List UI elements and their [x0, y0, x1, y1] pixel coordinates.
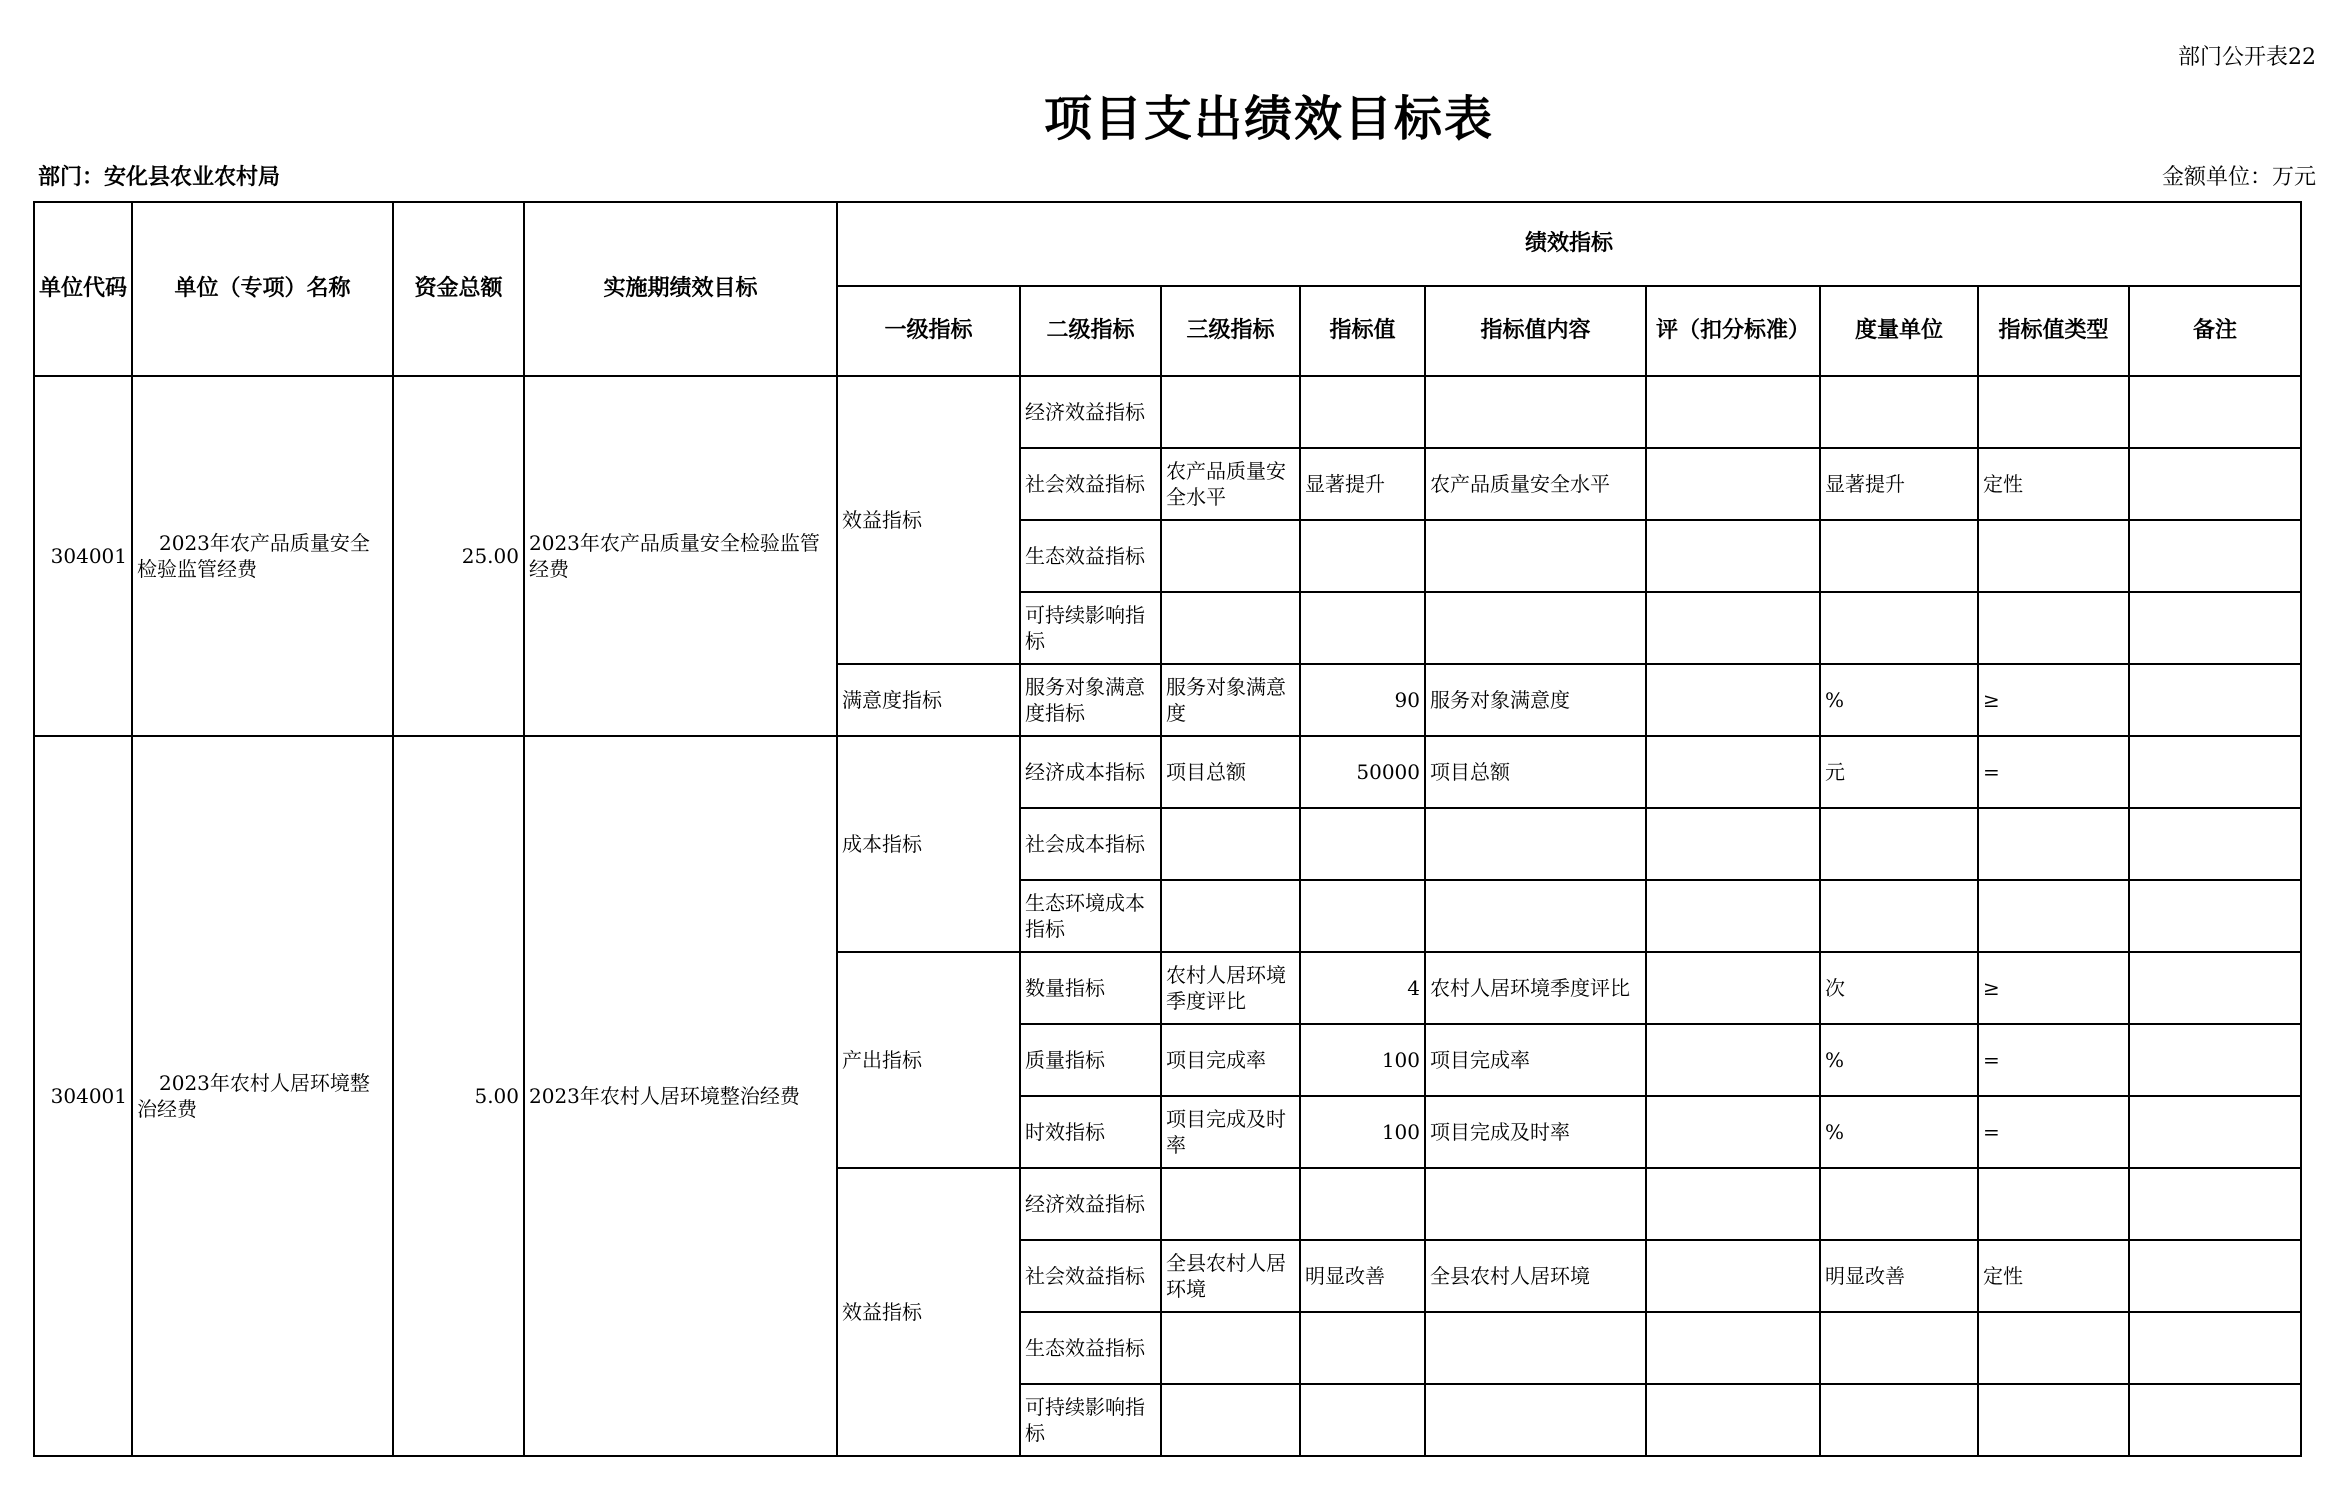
- goal-cell: 2023年农产品质量安全检验监管经费: [524, 376, 837, 736]
- value-content-cell: 项目完成率: [1425, 1024, 1646, 1096]
- level2-cell: 时效指标: [1020, 1096, 1161, 1168]
- value-type-cell: =: [1978, 1096, 2129, 1168]
- level2-cell: 生态效益指标: [1020, 520, 1161, 592]
- note-cell: [2129, 448, 2301, 520]
- value-type-cell: =: [1978, 1024, 2129, 1096]
- level1-cell: 效益指标: [837, 376, 1020, 664]
- value-type-cell: [1978, 592, 2129, 664]
- measure-unit-cell: [1820, 376, 1978, 448]
- measure-unit-cell: [1820, 1312, 1978, 1384]
- measure-unit-cell: %: [1820, 1096, 1978, 1168]
- amount-unit-label: 金额单位：万元: [2161, 165, 2316, 190]
- note-cell: [2129, 1168, 2301, 1240]
- level3-cell: 项目完成率: [1161, 1024, 1300, 1096]
- level2-cell: 质量指标: [1020, 1024, 1161, 1096]
- value-cell: 100: [1300, 1096, 1425, 1168]
- measure-unit-cell: [1820, 520, 1978, 592]
- value-content-cell: 服务对象满意度: [1425, 664, 1646, 736]
- note-cell: [2129, 664, 2301, 736]
- header-measure-unit: 度量单位: [1820, 286, 1978, 376]
- value-type-cell: ≥: [1978, 664, 2129, 736]
- value-cell: [1300, 520, 1425, 592]
- note-cell: [2129, 1024, 2301, 1096]
- level1-cell: 产出指标: [837, 952, 1020, 1168]
- scoring-cell: [1646, 1024, 1820, 1096]
- level3-cell: 项目完成及时率: [1161, 1096, 1300, 1168]
- note-cell: [2129, 952, 2301, 1024]
- value-cell: [1300, 1168, 1425, 1240]
- level2-cell: 社会效益指标: [1020, 1240, 1161, 1312]
- header-unit-code: 单位代码: [34, 202, 132, 376]
- level2-cell: 社会效益指标: [1020, 448, 1161, 520]
- level3-cell: 农产品质量安全水平: [1161, 448, 1300, 520]
- scoring-cell: [1646, 1168, 1820, 1240]
- level2-cell: 可持续影响指标: [1020, 1384, 1161, 1456]
- measure-unit-cell: 次: [1820, 952, 1978, 1024]
- value-type-cell: [1978, 520, 2129, 592]
- note-cell: [2129, 520, 2301, 592]
- value-cell: 100: [1300, 1024, 1425, 1096]
- value-type-cell: 定性: [1978, 1240, 2129, 1312]
- value-content-cell: [1425, 376, 1646, 448]
- header-value-type: 指标值类型: [1978, 286, 2129, 376]
- value-cell: [1300, 376, 1425, 448]
- scoring-cell: [1646, 592, 1820, 664]
- level3-cell: [1161, 592, 1300, 664]
- table-row: [34, 736, 2301, 808]
- goal-cell: 2023年农村人居环境整治经费: [524, 736, 837, 1456]
- value-cell: [1300, 808, 1425, 880]
- level1-cell: 满意度指标: [837, 664, 1020, 736]
- unit-code-cell: 304001: [34, 376, 132, 736]
- scoring-cell: [1646, 1096, 1820, 1168]
- value-cell: 90: [1300, 664, 1425, 736]
- level3-cell: [1161, 880, 1300, 952]
- header-goal: 实施期绩效目标: [524, 202, 837, 376]
- note-cell: [2129, 376, 2301, 448]
- total-funds-cell: 25.00: [393, 376, 524, 736]
- unit-name-cell: 2023年农产品质量安全检验监管经费: [132, 376, 393, 736]
- header-note: 备注: [2129, 286, 2301, 376]
- note-cell: [2129, 1240, 2301, 1312]
- note-cell: [2129, 1096, 2301, 1168]
- value-content-cell: 全县农村人居环境: [1425, 1240, 1646, 1312]
- level3-cell: 服务对象满意度: [1161, 664, 1300, 736]
- level2-cell: 经济效益指标: [1020, 376, 1161, 448]
- scoring-cell: [1646, 520, 1820, 592]
- level1-cell: 效益指标: [837, 1168, 1020, 1456]
- header-level1: 一级指标: [837, 286, 1020, 376]
- header-level3: 三级指标: [1161, 286, 1300, 376]
- value-content-cell: [1425, 1168, 1646, 1240]
- level3-cell: [1161, 1168, 1300, 1240]
- level3-cell: [1161, 520, 1300, 592]
- header-total-funds: 资金总额: [393, 202, 524, 376]
- header-performance-indicators: 绩效指标: [837, 202, 2301, 286]
- note-cell: [2129, 736, 2301, 808]
- document-number: 部门公开表22: [2178, 45, 2316, 70]
- value-type-cell: [1978, 1384, 2129, 1456]
- value-type-cell: 定性: [1978, 448, 2129, 520]
- value-cell: 明显改善: [1300, 1240, 1425, 1312]
- scoring-cell: [1646, 736, 1820, 808]
- value-cell: [1300, 592, 1425, 664]
- level2-cell: 经济效益指标: [1020, 1168, 1161, 1240]
- value-cell: [1300, 880, 1425, 952]
- note-cell: [2129, 880, 2301, 952]
- measure-unit-cell: %: [1820, 1024, 1978, 1096]
- measure-unit-cell: [1820, 592, 1978, 664]
- value-type-cell: [1978, 376, 2129, 448]
- level2-cell: 生态效益指标: [1020, 1312, 1161, 1384]
- value-content-cell: 项目总额: [1425, 736, 1646, 808]
- level3-cell: 农村人居环境季度评比: [1161, 952, 1300, 1024]
- unit-name-cell: 2023年农村人居环境整治经费: [132, 736, 393, 1456]
- scoring-cell: [1646, 808, 1820, 880]
- value-cell: [1300, 1384, 1425, 1456]
- level3-cell: [1161, 1384, 1300, 1456]
- scoring-cell: [1646, 880, 1820, 952]
- department-label: 部门：安化县农业农村局: [38, 165, 281, 190]
- level2-cell: 经济成本指标: [1020, 736, 1161, 808]
- level3-cell: [1161, 1312, 1300, 1384]
- level2-cell: 社会成本指标: [1020, 808, 1161, 880]
- value-content-cell: [1425, 520, 1646, 592]
- level3-cell: 全县农村人居环境: [1161, 1240, 1300, 1312]
- note-cell: [2129, 1384, 2301, 1456]
- unit-code-cell: 304001: [34, 736, 132, 1456]
- header-level2: 二级指标: [1020, 286, 1161, 376]
- note-cell: [2129, 808, 2301, 880]
- scoring-cell: [1646, 448, 1820, 520]
- scoring-cell: [1646, 952, 1820, 1024]
- value-content-cell: [1425, 1312, 1646, 1384]
- table-row: [34, 376, 2301, 448]
- value-content-cell: [1425, 1384, 1646, 1456]
- value-type-cell: [1978, 1168, 2129, 1240]
- value-content-cell: [1425, 808, 1646, 880]
- level1-cell: 成本指标: [837, 736, 1020, 952]
- level3-cell: [1161, 808, 1300, 880]
- measure-unit-cell: [1820, 1384, 1978, 1456]
- total-funds-cell: 5.00: [393, 736, 524, 1456]
- level2-cell: 数量指标: [1020, 952, 1161, 1024]
- scoring-cell: [1646, 1240, 1820, 1312]
- measure-unit-cell: [1820, 880, 1978, 952]
- level3-cell: 项目总额: [1161, 736, 1300, 808]
- value-content-cell: 农村人居环境季度评比: [1425, 952, 1646, 1024]
- value-cell: 4: [1300, 952, 1425, 1024]
- level2-cell: 可持续影响指标: [1020, 592, 1161, 664]
- header-value-content: 指标值内容: [1425, 286, 1646, 376]
- measure-unit-cell: %: [1820, 664, 1978, 736]
- value-type-cell: [1978, 808, 2129, 880]
- measure-unit-cell: 明显改善: [1820, 1240, 1978, 1312]
- header-value: 指标值: [1300, 286, 1425, 376]
- value-cell: 显著提升: [1300, 448, 1425, 520]
- measure-unit-cell: [1820, 1168, 1978, 1240]
- value-content-cell: 项目完成及时率: [1425, 1096, 1646, 1168]
- value-content-cell: [1425, 880, 1646, 952]
- value-content-cell: [1425, 592, 1646, 664]
- value-type-cell: [1978, 1312, 2129, 1384]
- page-title: 项目支出绩效目标表: [1043, 91, 1494, 147]
- header-unit-name: 单位（专项）名称: [132, 202, 393, 376]
- note-cell: [2129, 592, 2301, 664]
- scoring-cell: [1646, 1384, 1820, 1456]
- note-cell: [2129, 1312, 2301, 1384]
- measure-unit-cell: 元: [1820, 736, 1978, 808]
- level3-cell: [1161, 376, 1300, 448]
- scoring-cell: [1646, 664, 1820, 736]
- performance-table: [33, 201, 2302, 1457]
- value-type-cell: ≥: [1978, 952, 2129, 1024]
- value-type-cell: =: [1978, 736, 2129, 808]
- scoring-cell: [1646, 376, 1820, 448]
- level2-cell: 生态环境成本指标: [1020, 880, 1161, 952]
- value-type-cell: [1978, 880, 2129, 952]
- measure-unit-cell: 显著提升: [1820, 448, 1978, 520]
- value-cell: 50000: [1300, 736, 1425, 808]
- value-content-cell: 农产品质量安全水平: [1425, 448, 1646, 520]
- value-cell: [1300, 1312, 1425, 1384]
- header-scoring: 评（扣分标准）: [1646, 286, 1820, 376]
- level2-cell: 服务对象满意度指标: [1020, 664, 1161, 736]
- scoring-cell: [1646, 1312, 1820, 1384]
- measure-unit-cell: [1820, 808, 1978, 880]
